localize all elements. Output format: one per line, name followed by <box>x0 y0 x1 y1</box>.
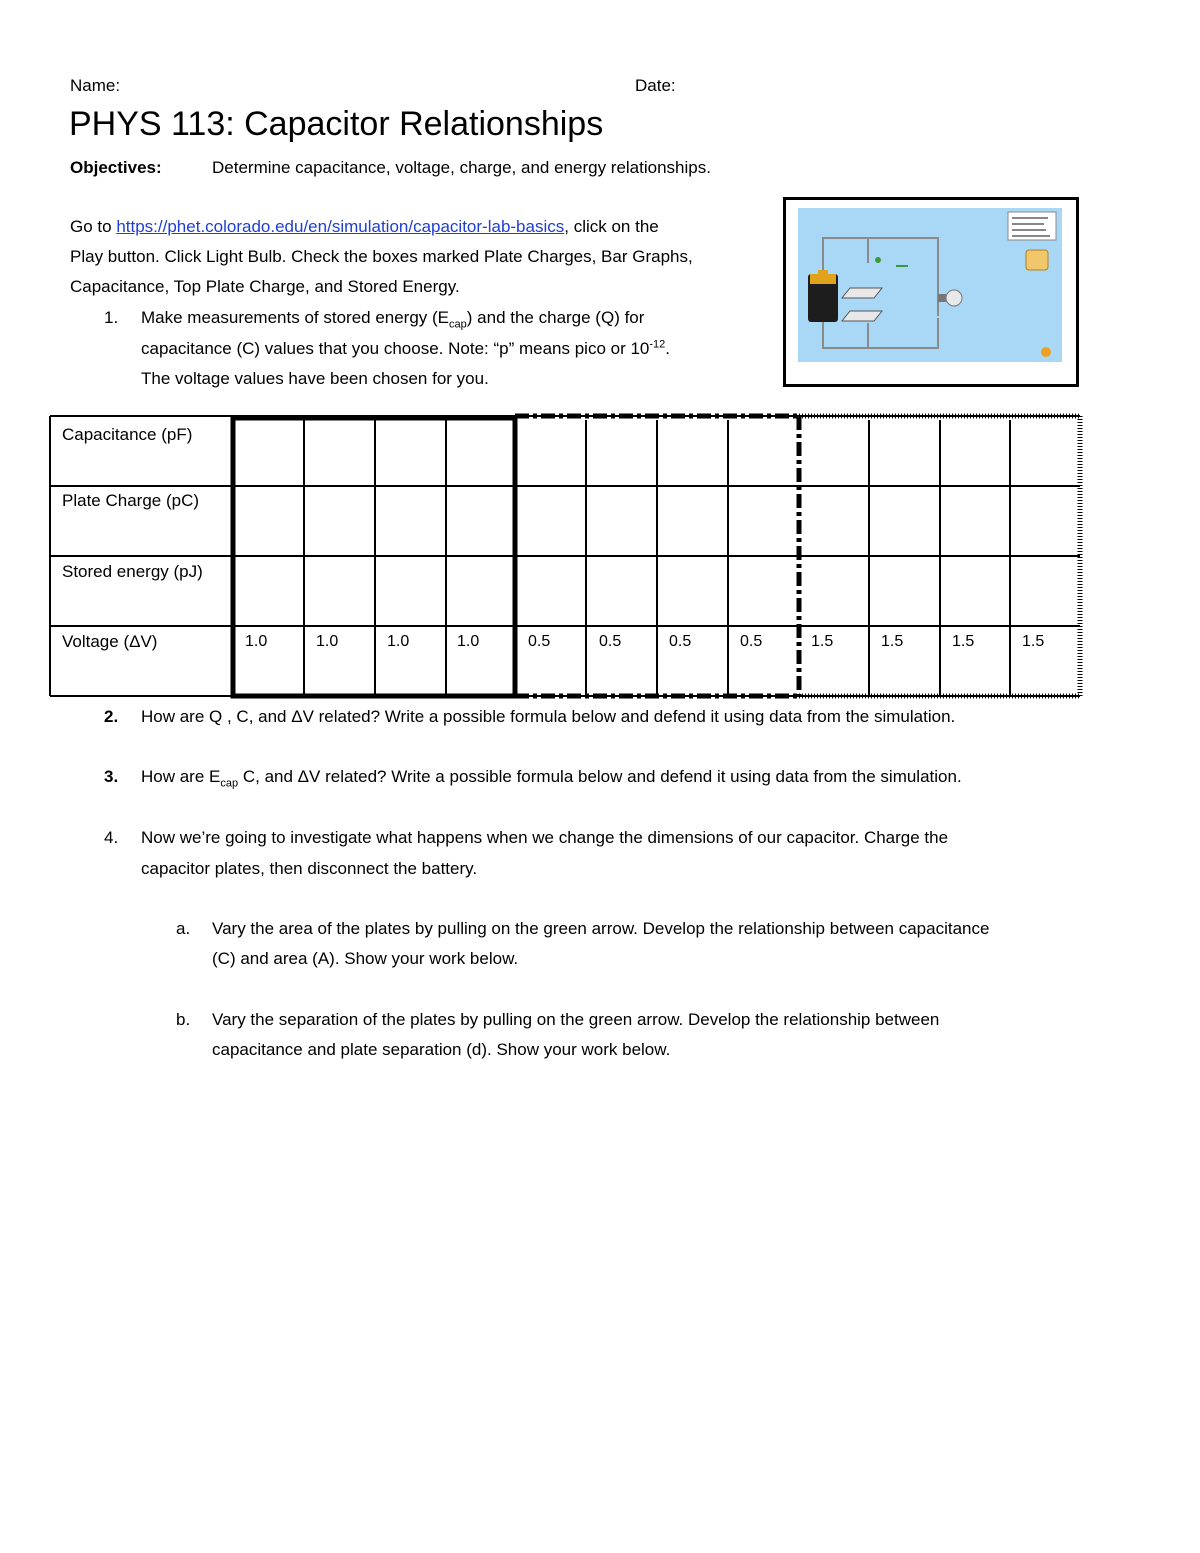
q1-ecap-sub: cap <box>449 318 467 331</box>
q4-line-2: capacitor plates, then disconnect the battery. <box>141 859 478 878</box>
q4b-line-1: Vary the separation of the plates by pulling on the green arrow. Develop the relationship between <box>212 1010 940 1029</box>
voltage-cell: 0.5 <box>528 633 551 650</box>
simulation-screenshot <box>783 197 1079 387</box>
q1-line-3: The voltage values have been chosen for you. <box>141 369 489 388</box>
q1-number: 1. <box>104 308 119 327</box>
q1-line2-a: capacitance (C) values that you choose. Note: “p” means pico or 10 <box>141 339 650 358</box>
q4a-line-1: Vary the area of the plates by pulling on the green arrow. Develop the relationship between capacitance <box>212 919 990 938</box>
phet-link[interactable]: https://phet.colorado.edu/en/simulation/capacitor-lab-basics <box>116 217 565 236</box>
group3-border <box>799 416 1080 696</box>
q1-exponent: -12 <box>649 338 666 351</box>
name-label: Name: <box>70 76 121 95</box>
voltage-cell: 0.5 <box>669 633 692 650</box>
voltage-cell: 1.0 <box>387 633 410 650</box>
voltage-cell: 0.5 <box>599 633 622 650</box>
q1-line2-b: . <box>665 339 671 358</box>
q4b-label: b. <box>176 1010 191 1029</box>
voltage-cell: 1.5 <box>952 633 975 650</box>
q2-number: 2. <box>104 707 119 726</box>
q3-text-a: How are E <box>141 767 221 786</box>
objectives-label: Objectives: <box>70 158 162 177</box>
voltage-cell: 1.0 <box>245 633 268 650</box>
q3-ecap-sub: cap <box>220 777 239 790</box>
page-title: PHYS 113: Capacitor Relationships <box>69 105 604 143</box>
objectives-text: Determine capacitance, voltage, charge, and energy relationships. <box>212 158 711 177</box>
group1-border <box>233 418 515 696</box>
group2-border <box>515 416 799 696</box>
q4-number: 4. <box>104 828 119 847</box>
row-label-plate-charge: Plate Charge (pC) <box>62 491 200 510</box>
q3-text <box>141 762 962 792</box>
q4b-line-2: capacitance and plate separation (d). Show your work below. <box>212 1040 671 1059</box>
q4a-line-2: (C) and area (A). Show your work below. <box>212 949 519 968</box>
q1-line-2 <box>141 334 670 364</box>
circuit-illustration <box>798 208 1062 362</box>
voltage-cell: 1.5 <box>811 633 834 650</box>
q4-line-1: Now we’re going to investigate what happens when we change the dimensions of our capacitor. Charge the <box>141 828 949 847</box>
row-label-capacitance: Capacitance (pF) <box>62 425 193 444</box>
q1-line1-b: ) and the charge (Q) for <box>466 308 645 327</box>
q3-text-b: C, and ΔV related? Write a possible formula below and defend it using data from the simulation. <box>238 767 962 786</box>
q3-number: 3. <box>104 767 119 786</box>
voltage-cell: 0.5 <box>740 633 763 650</box>
row-label-stored-energy: Stored energy (pJ) <box>62 562 203 581</box>
intro-line1-rest: , click on the <box>564 217 659 236</box>
date-label: Date: <box>635 76 676 95</box>
row-label-voltage: Voltage (ΔV) <box>62 632 158 651</box>
voltage-cell: 1.0 <box>316 633 339 650</box>
intro-line-3: Capacitance, Top Plate Charge, and Stored Energy. <box>70 277 460 296</box>
simulation-canvas <box>798 208 1062 362</box>
q2-text: How are Q , C, and ΔV related? Write a possible formula below and defend it using data from the simulation. <box>141 707 956 726</box>
voltage-cell: 1.0 <box>457 633 480 650</box>
voltage-cell: 1.5 <box>1022 633 1045 650</box>
goto-text: Go to <box>70 217 112 236</box>
table-col-lines <box>50 416 1010 696</box>
q1-line1-a: Make measurements of stored energy (E <box>141 308 450 327</box>
intro-line-2: Play button. Click Light Bulb. Check the boxes marked Plate Charges, Bar Graphs, <box>70 247 693 266</box>
q1-line-1 <box>141 303 644 333</box>
table-row-lines <box>50 416 1080 696</box>
intro-line-1 <box>70 212 659 242</box>
q4a-label: a. <box>176 919 191 938</box>
voltage-cell: 1.5 <box>881 633 904 650</box>
